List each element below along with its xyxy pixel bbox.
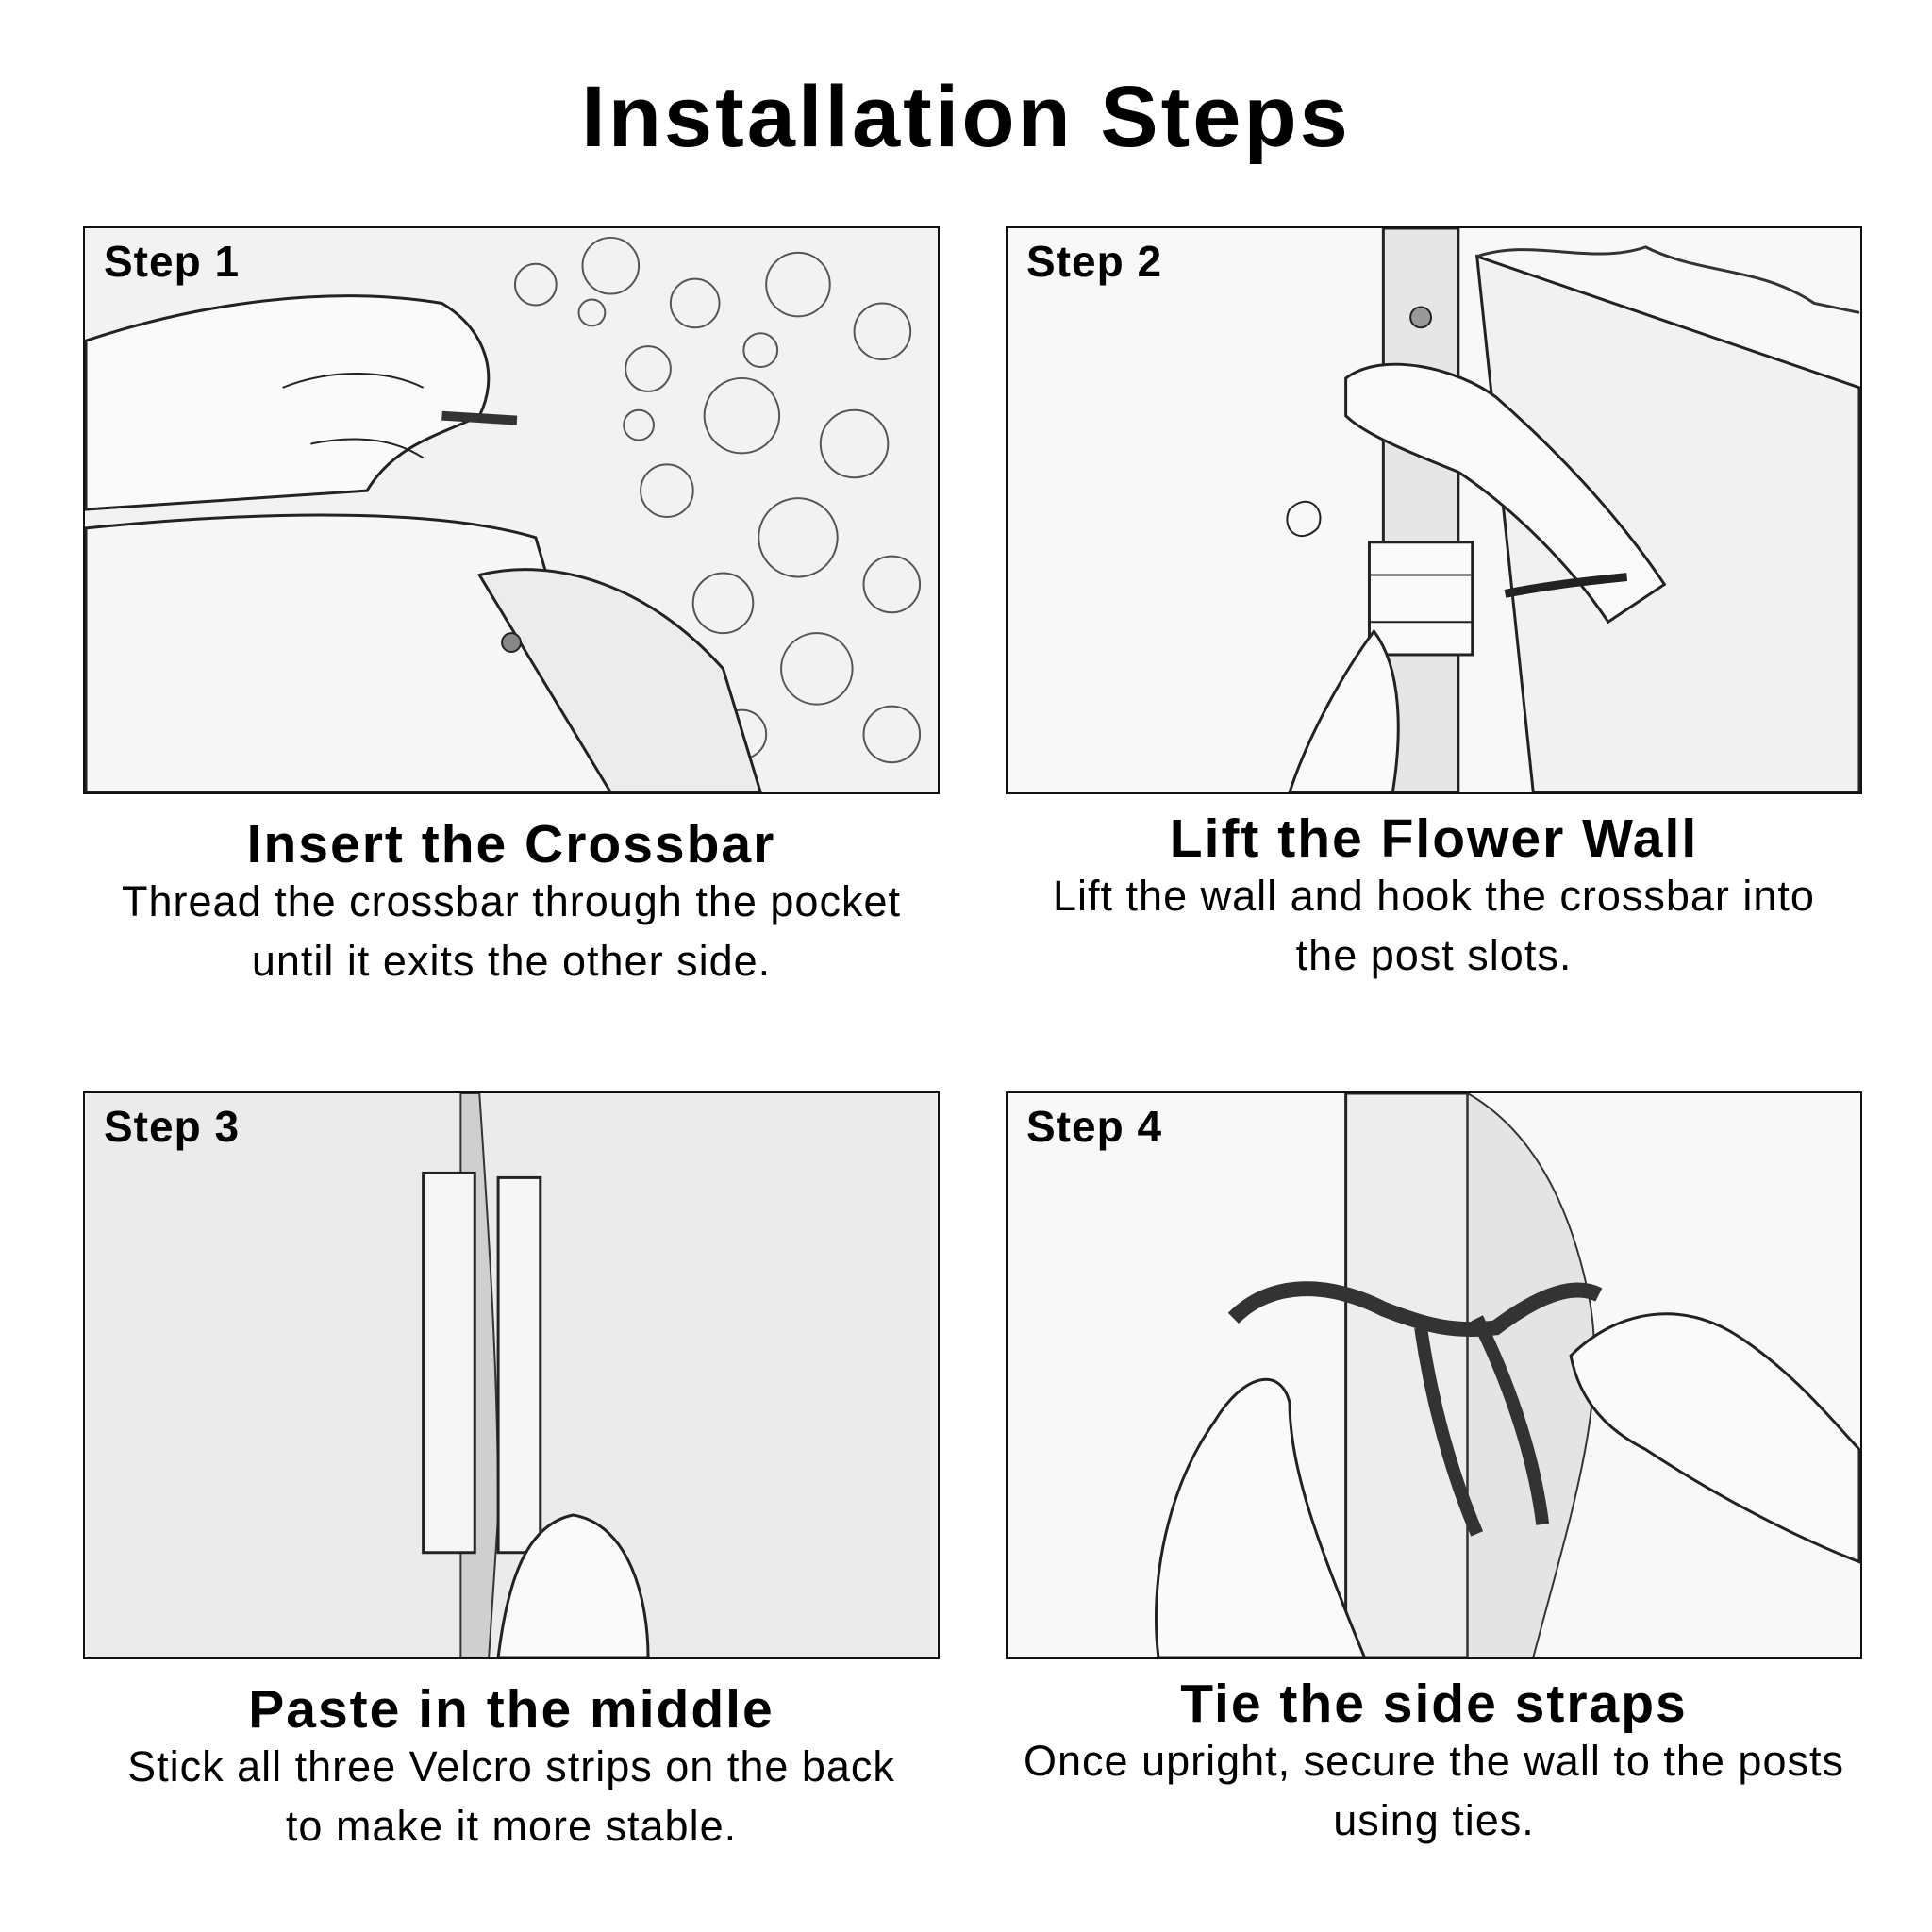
step-2-heading: Lift the Flower Wall: [1169, 808, 1699, 869]
step-2-text-line-1: Lift the wall and hook the crossbar into: [1053, 872, 1815, 920]
page-title: Installation Steps: [581, 69, 1351, 165]
step-2-text-line-2: the post slots.: [1295, 930, 1573, 979]
step-3-caption: [68, 1679, 955, 1856]
step-2-label: Step 2: [1026, 237, 1163, 286]
step-1-text-line-2: until it exits the other side.: [251, 936, 772, 985]
step-1-text-line-1: Thread the crossbar through the pocket: [122, 877, 901, 925]
step-4-sketch: [1008, 1093, 1860, 1657]
step-1-caption: [68, 814, 955, 991]
step-2-illustration: [1006, 226, 1862, 794]
step-3-label: Step 3: [104, 1102, 241, 1151]
step-4-caption: [991, 1674, 1877, 1850]
step-1-illustration: [83, 226, 940, 794]
step-4-illustration: [1006, 1091, 1862, 1659]
step-3-sketch: [85, 1093, 938, 1657]
step-3-text-line-2: to make it more stable.: [285, 1801, 738, 1850]
step-4-text-line-2: using ties.: [1333, 1795, 1535, 1844]
step-4-label: Step 4: [1026, 1102, 1163, 1151]
step-1-label: Step 1: [104, 237, 241, 286]
step-3-heading: Paste in the middle: [248, 1679, 774, 1740]
step-4-heading: Tie the side straps: [1180, 1674, 1688, 1734]
step-3-illustration: [83, 1091, 940, 1659]
step-4-text-line-1: Once upright, secure the wall to the posts: [1024, 1737, 1844, 1785]
step-2-caption: [991, 808, 1877, 985]
step-1-sketch: [85, 228, 938, 792]
step-1-heading: Insert the Crossbar: [246, 814, 776, 874]
step-3-text-line-1: Stick all three Velcro strips on the back: [127, 1742, 895, 1790]
step-2-sketch: [1008, 228, 1860, 792]
